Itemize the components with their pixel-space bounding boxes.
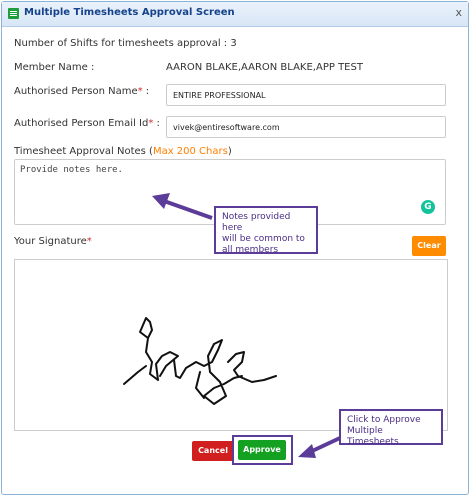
signature-label: Your Signature* <box>14 236 92 247</box>
required-mark: * <box>148 118 154 129</box>
cancel-button[interactable]: Cancel <box>192 441 234 461</box>
authorised-person-field[interactable]: ENTIRE PROFESSIONAL <box>166 84 446 106</box>
notes-placeholder: Provide notes here. <box>20 165 123 175</box>
shifts-count-text: Number of Shifts for timesheets approval : 3 <box>14 38 237 49</box>
dialog-title: Multiple Timesheets Approval Screen <box>24 7 235 18</box>
required-mark: * <box>86 236 92 247</box>
clear-button[interactable]: Clear <box>412 236 446 256</box>
authorised-email-label: Authorised Person Email Id* : <box>14 118 160 129</box>
approve-button[interactable]: Approve <box>238 440 286 460</box>
required-mark: * <box>137 86 143 97</box>
authorised-email-field[interactable]: vivek@entiresoftware.com <box>166 116 446 138</box>
authorised-person-label: Authorised Person Name* : <box>14 86 150 97</box>
approve-callout: Click to Approve Multiple Timesheets <box>339 409 443 445</box>
notes-callout: Notes provided here will be common to all members <box>214 206 318 254</box>
grammarly-icon[interactable]: G <box>421 200 435 214</box>
signature-pad[interactable] <box>14 259 448 431</box>
close-button[interactable]: x <box>455 6 462 19</box>
timesheet-icon <box>8 8 19 19</box>
member-name-label: Member Name : <box>14 62 95 73</box>
title-bar[interactable] <box>2 2 468 27</box>
member-name-value: AARON BLAKE,AARON BLAKE,APP TEST <box>166 62 363 73</box>
notes-label: Timesheet Approval Notes (Max 200 Chars) <box>14 146 232 157</box>
notes-limit: Max 200 Chars <box>152 146 228 157</box>
